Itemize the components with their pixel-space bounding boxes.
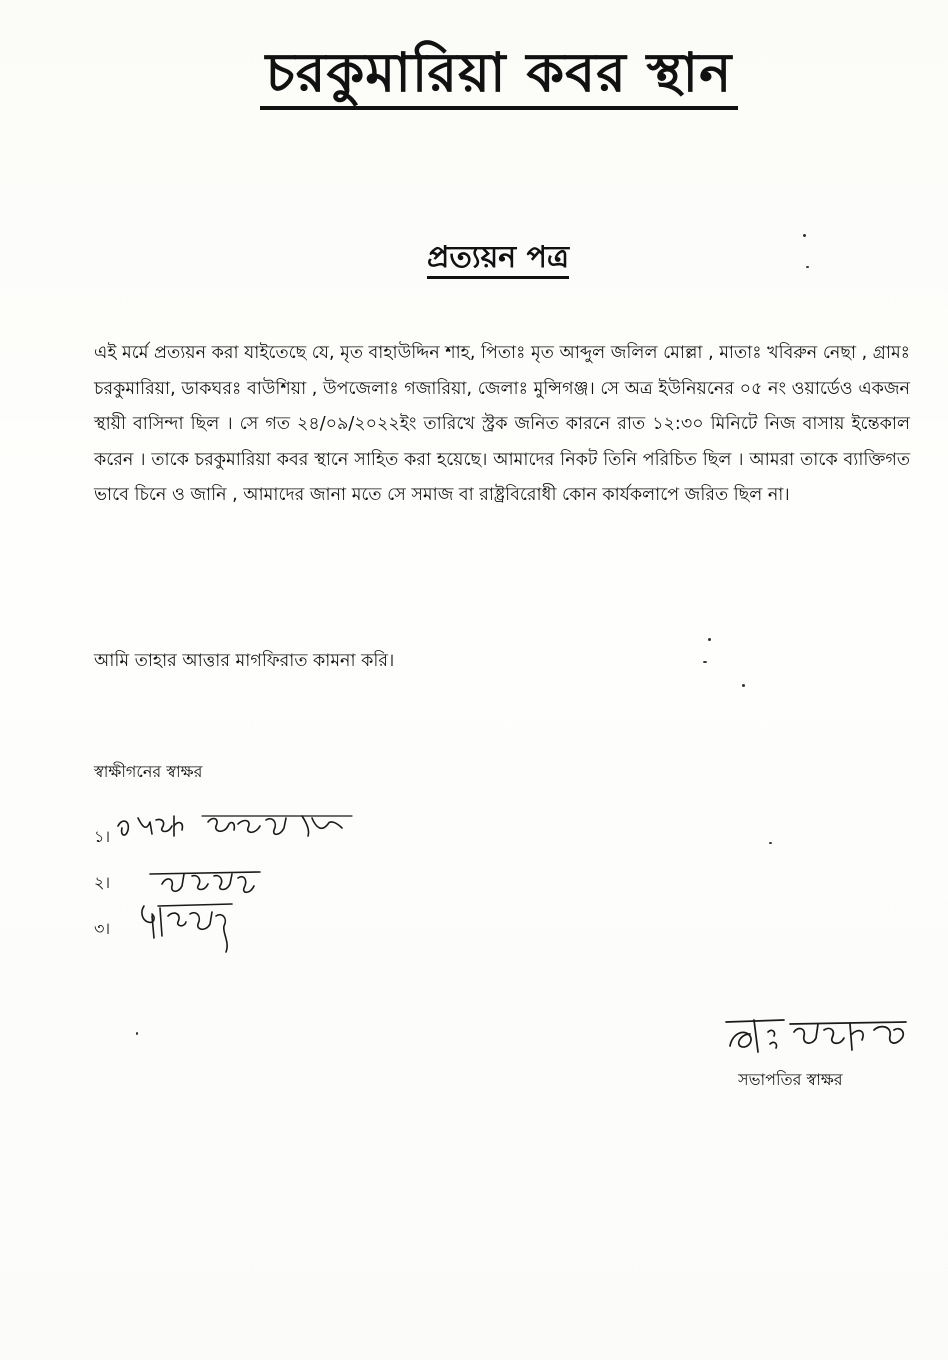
- paper-speck: [136, 1032, 138, 1035]
- paper-speck: [769, 842, 772, 844]
- document-subtitle-text: প্রত্যয়ন পত্র: [427, 240, 569, 279]
- paper-speck: [806, 266, 809, 268]
- handwritten-signature-1-icon: [116, 808, 356, 852]
- document-title-text: চরকুমারিয়া কবর স্থান: [260, 41, 739, 110]
- paper-speck: [803, 234, 806, 237]
- witness-heading: স্বাক্ষীগনের স্বাক্ষর: [94, 762, 203, 781]
- president-signature-label: সভাপতির স্বাক্ষর: [738, 1070, 843, 1089]
- witness-number: ২।: [94, 873, 111, 892]
- document-subtitle: [0, 236, 948, 280]
- document-title: [0, 38, 948, 108]
- closing-prayer: আমি তাহার আত্তার মাগফিরাত কামনা করি।: [94, 651, 395, 671]
- paper-speck: [708, 638, 711, 641]
- paper-speck: [742, 684, 745, 687]
- certificate-body: এই মর্মে প্রত্যয়ন করা যাইতেছে যে, মৃত বাহাউদ্দিন শাহ, পিতাঃ মৃত আব্দুল জলিল মোল্লা , মাতাঃ খবিরুন নেছা , গ্রামঃ চরকুমারিয়া, ডাকঘরঃ বাউশিয়া , উপজেলাঃ গজারিয়া, জেলাঃ মুন্সিগঞ্জ। সে অত্র ইউনিয়নের ০৫ নং ওয়ার্ডেও একজন স্থায়ী বাসিন্দা ছিল । সে গত ২৪/০৯/২০২২ইং তারিখে স্ট্রক জনিত কারনে রাত ১২:৩০ মিনিটে নিজ বাসায় ইন্তেকাল করেন । তাকে চরকুমারিয়া কবর স্থানে সাহিত করা হয়েছে। আমাদের নিকট তিনি পরিচিত ছিল । আমরা তাকে ব্যাক্তিগত ভাবে চিনে ও জানি , আমাদের জানা মতে সে সমাজ বা রাষ্ট্রবিরোধী কোন কার্যকলাপে জরিত ছিল না।: [94, 343, 910, 505]
- paper-speck: [703, 661, 707, 663]
- witness-number: ৩।: [94, 919, 111, 938]
- handwritten-signature-3-icon: [138, 898, 248, 962]
- witness-number: ১।: [94, 827, 111, 846]
- handwritten-signature-president-icon: [724, 1010, 914, 1070]
